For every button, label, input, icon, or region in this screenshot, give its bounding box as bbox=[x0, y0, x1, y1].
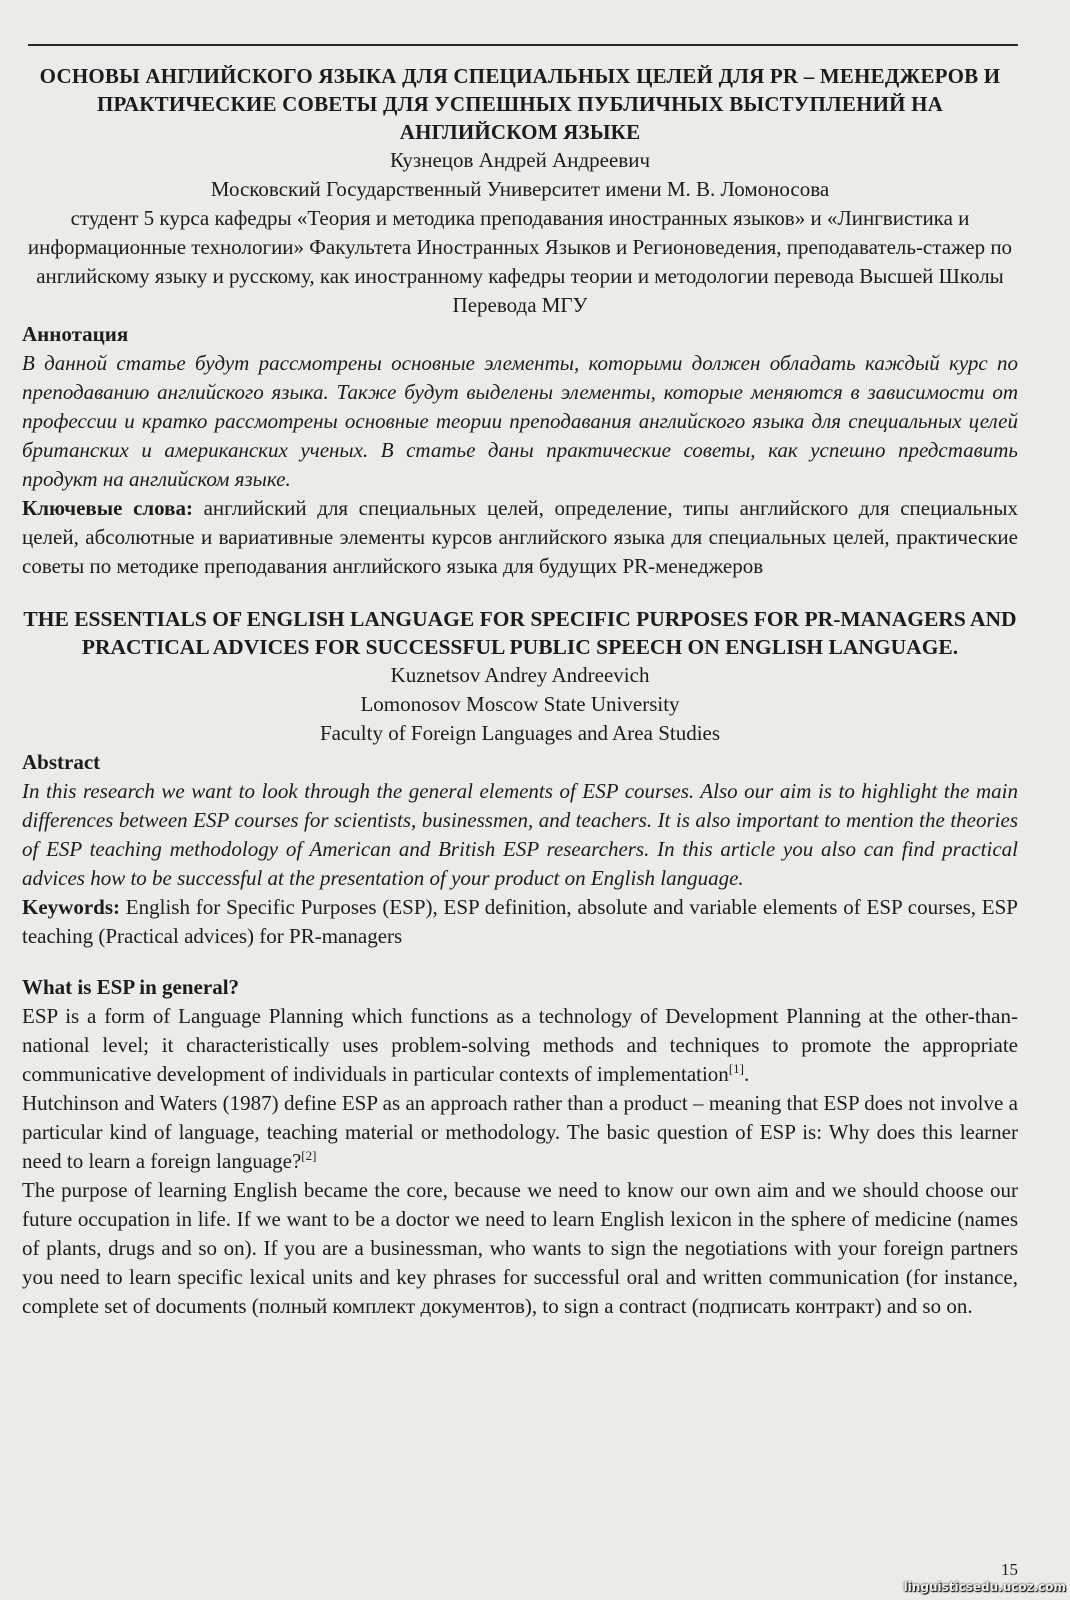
russian-title: ОСНОВЫ АНГЛИЙСКОГО ЯЗЫКА ДЛЯ СПЕЦИАЛЬНЫХ ЦЕЛЕЙ ДЛЯ PR – МЕНЕДЖЕРОВ И ПРАКТИЧЕСКИЕ СОВЕТЫ ДЛЯ УСПЕШНЫХ ПУБЛИЧНЫХ ВЫСТУПЛЕНИЙ НА АНГЛИЙСКОМ ЯЗЫКЕ bbox=[39, 64, 1001, 144]
article-body bbox=[22, 62, 1018, 1321]
paragraph-1-end: . bbox=[743, 1062, 750, 1086]
russian-abstract-heading: Аннотация bbox=[22, 322, 129, 346]
english-keywords-label: Keywords: bbox=[22, 895, 120, 919]
section-spacer bbox=[22, 951, 1018, 973]
english-keywords-text: English for Specific Purposes (ESP), ESP definition, absolute and variable elements of ESP courses, ESP teaching (Practical advices) for PR-managers bbox=[22, 895, 1018, 948]
section-heading: What is ESP in general? bbox=[22, 975, 240, 999]
footnote-ref-2: [2] bbox=[301, 1148, 317, 1163]
section-paragraph-3: The purpose of learning English became the core, because we need to know our own aim and we should choose our future occupation in life. If we want to be a doctor we need to learn English lexicon in the sphere of medicine (names of plants, drugs and so on). If you are a businessman, who wants to sign the negotiations with your foreign partners you need to learn specific lexical units and key phrases for successful oral and written communication (for instance, complete set of documents (полный комплект документов), to sign a contract (подписать контракт) and so on. bbox=[22, 1178, 1018, 1318]
footnote-ref-1: [1] bbox=[728, 1061, 744, 1076]
english-title: THE ESSENTIALS OF ENGLISH LANGUAGE FOR SPECIFIC PURPOSES FOR PR-MANAGERS AND PRACTICAL ADVICES FOR SUCCESSFUL PUBLIC SPEECH ON ENGLISH LANGUAGE. bbox=[23, 607, 1017, 659]
section-paragraph-2 bbox=[22, 1089, 1018, 1176]
header-rule bbox=[28, 44, 1018, 46]
english-university: Lomonosov Moscow State University bbox=[360, 692, 680, 716]
russian-university: Московский Государственный Университет имени М. В. Ломоносова bbox=[210, 177, 830, 201]
site-watermark: linguisticsedu.ucoz.com bbox=[903, 1580, 1066, 1594]
english-author: Kuznetsov Andrey Andreevich bbox=[390, 663, 650, 687]
section-paragraph-1 bbox=[22, 1002, 1018, 1089]
paragraph-1-text: ESP is a form of Language Planning which functions as a technology of Development Planning at the other-than-national level; it characteristically uses problem-solving methods and techniques to promote the appropriate communicative development of individuals in particular contexts of implementation bbox=[22, 1004, 1018, 1086]
russian-keywords-text: английский для специальных целей, определение, типы английского для специальных целей, абсолютные и вариативные элементы курсов английского языка для специальных целей, практические советы по методике преподавания английского языка для будущих PR-менеджеров bbox=[22, 496, 1018, 578]
russian-affiliation: студент 5 курса кафедры «Теория и методика преподавания иностранных языков» и «Лингвистика и информационные технологии» Факультета Иностранных Языков и Регионоведения, преподаватель-стажер по английскому языку и русскому, как иностранному кафедры теории и методологии перевода Высшей Школы Перевода МГУ bbox=[27, 206, 1013, 317]
russian-author: Кузнецов Андрей Андреевич bbox=[389, 148, 651, 172]
english-abstract-text: In this research we want to look through the general elements of ESP courses. Also our aim is to highlight the main differences between ESP courses for scientists, businessmen, and teachers. It is also important to mention the theories of ESP teaching methodology of American and British ESP researchers. In this article you also can find practical advices how to be successful at the presentation of your product on English language. bbox=[22, 779, 1018, 890]
english-faculty: Faculty of Foreign Languages and Area Studies bbox=[319, 721, 721, 745]
english-keywords bbox=[22, 893, 1018, 951]
russian-keywords-label: Ключевые слова: bbox=[22, 496, 193, 520]
russian-abstract-text: В данной статье будут рассмотрены основные элементы, которыми должен обладать каждый курс по преподаванию английского языка. Также будут выделены элементы, которые меняются в зависимости от профессии и кратко рассмотрены основные теории преподавания английского языка для специальных целей британских и американских ученых. В статье даны практические советы, как успешно представить продукт на английском языке. bbox=[22, 351, 1018, 491]
russian-keywords bbox=[22, 494, 1018, 581]
page-number: 15 bbox=[1001, 1560, 1018, 1579]
english-abstract-heading: Abstract bbox=[22, 750, 101, 774]
paragraph-2-text: Hutchinson and Waters (1987) define ESP as an approach rather than a product – meaning that ESP does not involve a particular kind of language, teaching material or methodology. The basic question of ESP is: Why does this learner need to learn a foreign language? bbox=[22, 1091, 1018, 1173]
